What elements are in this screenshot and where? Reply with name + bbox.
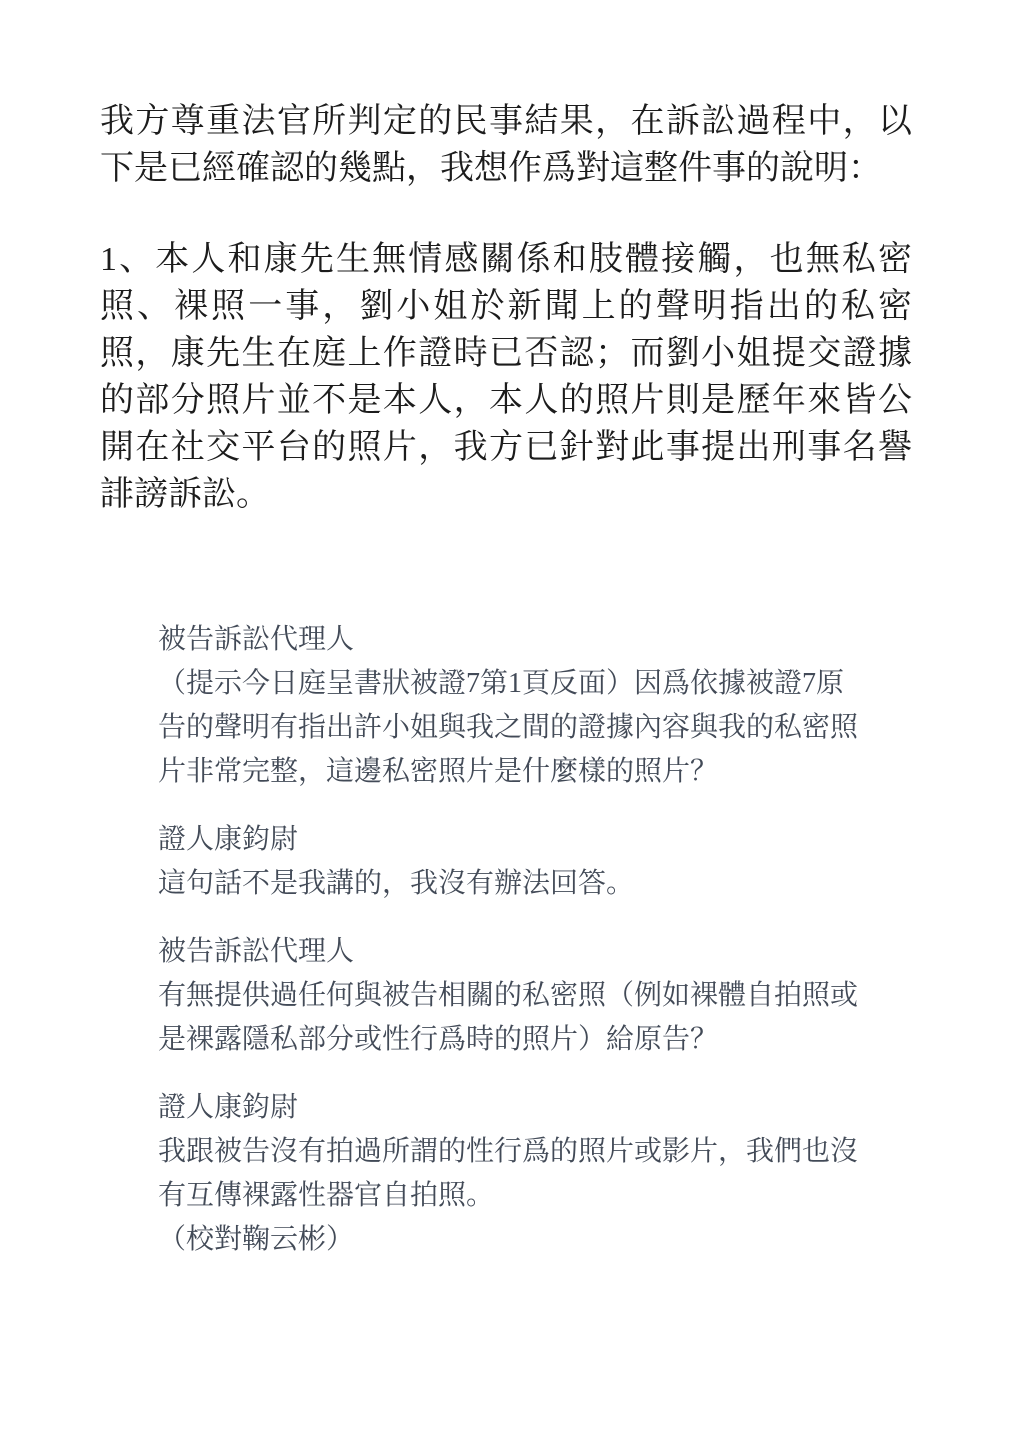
transcript-block <box>158 818 858 906</box>
statement-point-1-paragraph: 1、本人和康先生無情感關係和肢體接觸，也無私密照、裸照一事，劉小姐於新聞上的聲明指出的私密照，康先生在庭上作證時已否認；而劉小姐提交證據的部分照片並不是本人，本人的照片則是歷年來皆公開在社交平台的照片，我方已針對此事提出刑事名譽誹謗訴訟。 <box>100 241 912 513</box>
speaker-utterance: 這句話不是我講的，我沒有辦法回答。 <box>158 868 635 899</box>
statement-section <box>100 98 912 518</box>
speaker-label: 證人康鈞尉 <box>158 824 299 855</box>
court-transcript-section <box>158 618 858 1286</box>
speaker-utterance: （提示今日庭呈書狀被證7第1頁反面）因爲依據被證7原告的聲明有指出許小姐與我之間的證據內容與我的私密照片非常完整，這邊私密照片是什麼樣的照片？ <box>158 668 859 787</box>
transcript-block <box>158 930 858 1062</box>
transcript-block <box>158 1086 858 1262</box>
speaker-label: 被告訴訟代理人 <box>158 936 355 967</box>
speaker-label: 證人康鈞尉 <box>158 1092 299 1123</box>
proofreader-note: （校對鞠云彬） <box>158 1224 355 1255</box>
speaker-utterance: 有無提供過任何與被告相關的私密照（例如裸體自拍照或是裸露隱私部分或性行爲時的照片）給原告？ <box>158 980 859 1055</box>
statement-intro-paragraph: 我方尊重法官所判定的民事結果，在訴訟過程中，以下是已經確認的幾點，我想作爲對這整件事的說明： <box>100 103 912 187</box>
speaker-label: 被告訴訟代理人 <box>158 624 355 655</box>
speaker-utterance: 我跟被告沒有拍過所謂的性行爲的照片或影片，我們也沒有互傳裸露性器官自拍照。 <box>158 1136 859 1211</box>
transcript-block <box>158 618 858 794</box>
